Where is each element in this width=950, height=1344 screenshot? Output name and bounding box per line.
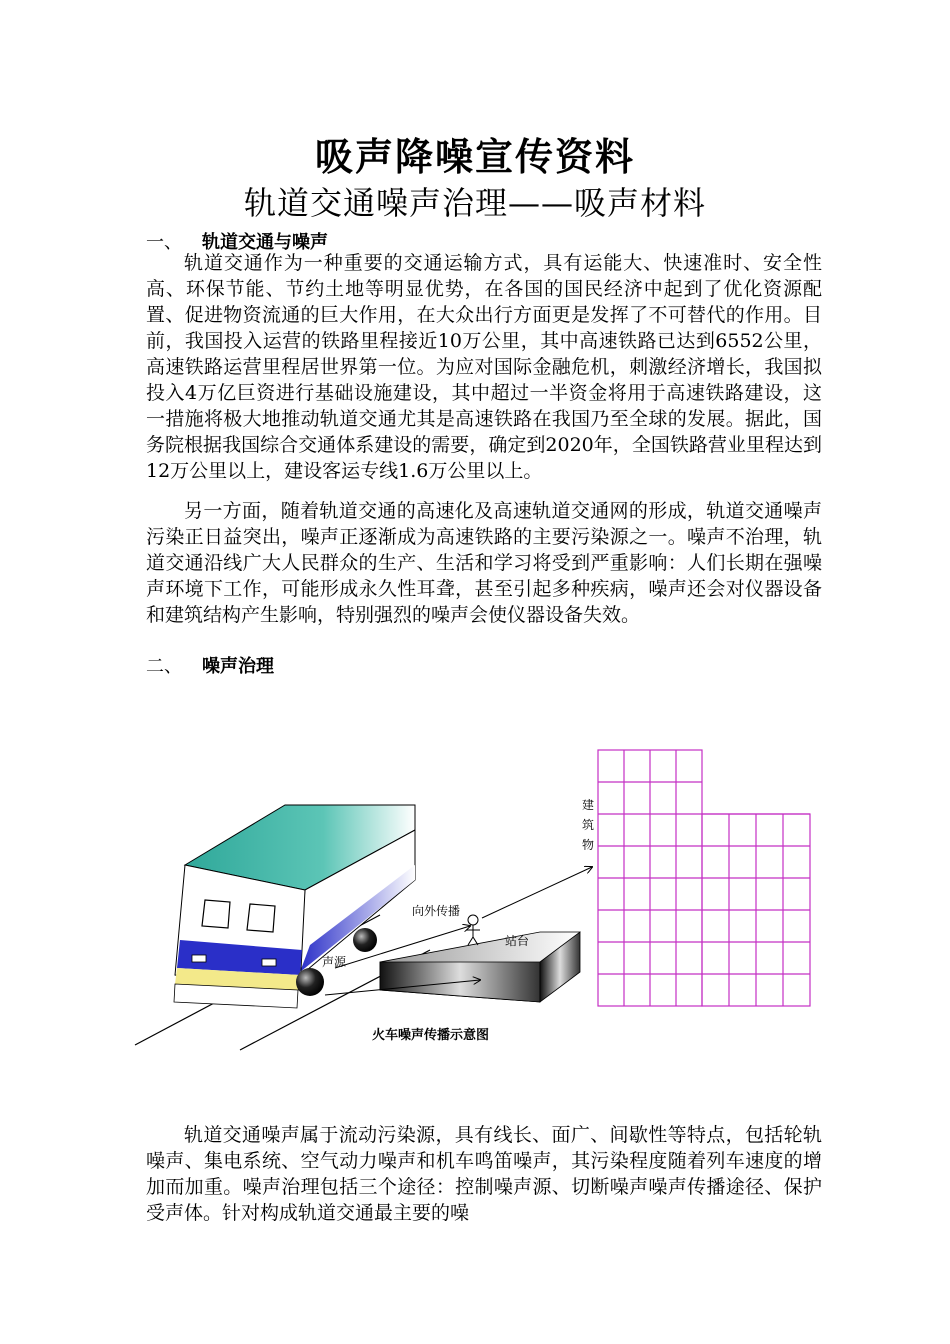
noise-propagation-diagram [130,740,820,1060]
diagram-svg [130,740,820,1060]
label-sound-source: 声源 [322,955,347,969]
figure-caption: 火车噪声传播示意图 [372,1028,490,1043]
section-number: 一、 [146,232,182,253]
section-number: 二、 [146,656,182,677]
paragraph: 轨道交通作为一种重要的交通运输方式，具有运能大、快速准时、安全性高、环保节能、节约土地等明显优势，在各国的国民经济中起到了优化资源配置、促进物资流通的巨大作用，在大众出行方面更是发挥了不可替代的作用。目前，我国投入运营的铁路里程接近10万公里，其中高速铁路已达到6552公里，高速铁路运营里程居世界第一位。为应对国际金融危机，刺激经济增长，我国拟投入4万亿巨资进行基础设施建设，其中超过一半资金将用于高速铁路建设，这一措施将极大地推动轨道交通尤其是高速铁路在我国乃至全球的发展。据此，国务院根据我国综合交通体系建设的需要，确定到2020年，全国铁路营业里程达到12万公里以上，建设客运专线1.6万公里以上。 [146,252,822,482]
label-platform: 站台 [505,934,530,948]
label-building: 建筑物 [582,798,595,852]
propagation-arrow [482,867,592,918]
label-outward-propagation: 向外传播 [412,904,461,918]
platform-illustration [380,932,580,1002]
building-grid [598,750,810,1006]
wheel-icon [296,968,324,996]
paragraph: 轨道交通噪声属于流动污染源，具有线长、面广、间歇性等特点，包括轮轨噪声、集电系统、空气动力噪声和机车鸣笛噪声，其污染程度随着列车速度的增加而加重。噪声治理包括三个途径：控制噪声源、切断噪声噪声传播途径、保护受声体。针对构成轨道交通最主要的噪 [146,1124,822,1224]
section-title: 轨道交通与噪声 [202,232,328,253]
document-title: 吸声降噪宣传资料 [314,135,635,179]
paragraph: 另一方面，随着轨道交通的高速化及高速轨道交通网的形成，轨道交通噪声污染正日益突出，噪声正逐渐成为高速铁路的主要污染源之一。噪声不治理，轨道交通沿线广大人民群众的生产、生活和学习将受到严重影响：人们长期在强噪声环境下工作，可能形成永久性耳聋，甚至引起多种疾病，噪声还会对仪器设备和建筑结构产生影响，特别强烈的噪声会使仪器设备失效。 [146,500,822,626]
train-headlight [192,955,206,962]
section-title: 噪声治理 [202,656,274,677]
train-window [247,904,275,932]
section-heading-2 [146,652,274,678]
person-icon [466,915,480,945]
document-subtitle: 轨道交通噪声治理——吸声材料 [243,184,706,222]
train-headlight [262,959,276,966]
wheel-icon [353,928,377,952]
train-window [202,900,230,928]
